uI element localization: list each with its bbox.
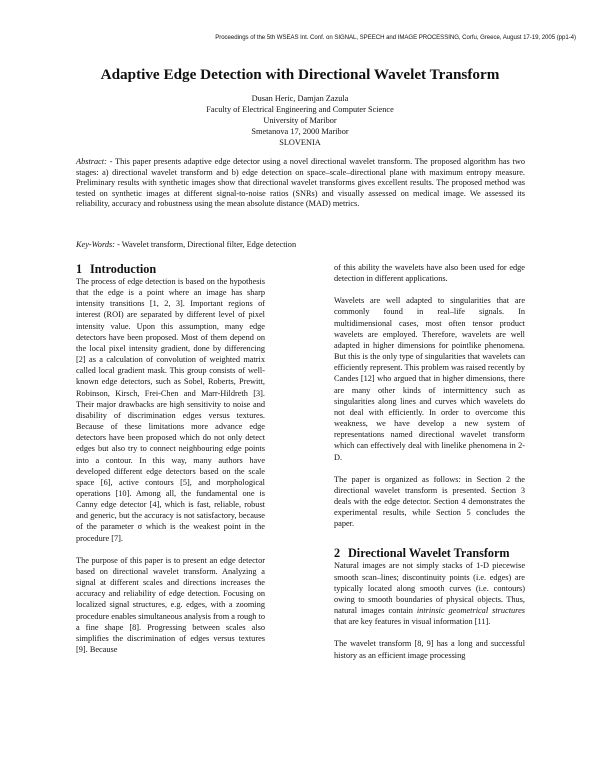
dwt-paragraph-2: The wavelet transform [8, 9] has a long and successful history as an efficient image processing [334, 639, 525, 660]
intro-paragraph-2: The purpose of this paper is to present an edge detector based on directional wavelet transform. Analyzing a signal at different scales and directions increases the accuracy and reliability of edge detection. Focusing on localized signal structures, e.g. edges, with a zooming procedure enables simultaneous analysis from a rough to a fine shape [8]. Progressing between scales also simplifies the discrimination of edges versus textures [9]. Because [76, 555, 265, 654]
right-column [334, 262, 525, 661]
abstract-text: - This paper presents adaptive edge detector using a novel directional wavelet transform. The proposed algorithm has two stages: a) directional wavelet transform and b) edge detection on space–scale–directional plane with maximum entropy measure. Preliminary results with synthetic images show that directional wavelet transforms gives excellent results. The proposed method was tested on synthetic images at different signal-to-noise ratios (SNRs) and visually assessed on medical image. We assessed its reliability, accuracy and robustness using the mean absolute distance (MAD) metrics. [76, 157, 525, 209]
section-1-title: Introduction [90, 262, 157, 276]
dwt-paragraph-1-a: Natural images are not simply stacks of 1-D piecewise smooth scan–lines; discontinuity points (i.e. edges) are typically located along smooth curves (i.e. contours) owing to smooth boundaries of physical objects. Thus, natural images contain [334, 561, 525, 616]
keywords-label: Key-Words: [76, 240, 116, 249]
intro-paragraph-1: The process of edge detection is based on the hypothesis that the edge is a point where an image has sharp intensity transitions [1, 2, 3]. Important regions of interest (ROI) are separated by different level of pixel intensity value. Upon this assumption, many edge detectors have been proposed. Most of them depend on the local pixel intensity gradient, done by differencing [2] as a calculation of convolution of weighted matrix called local gradient mask. This group consists of well-known edge detectors, such as Sobel, Roberts, Prewitt, Robinson, Kirsch, Frei-Chen and Marr-Hildreth [3]. Their major drawbacks are high sensitivity to noise and disability of discrimination edges versus textures. Because of these limitations more advance edge detectors have been proposed which do not only detect edges but also try to connect neighbouring edge points into a contour. In this way, many authors have developed different edge detectors based on the scale space [6], active contours [5], and morphological operations [10]. Among all, the fundamental one is Canny edge detector [4], which is fast, reliable, robust and generic, but the accuracy is not satisfactory, because of the parameter σ which is the weakest point in the procedure [7]. [76, 277, 265, 543]
section-2-heading [334, 546, 525, 560]
author-address: Smetanova 17, 2000 Maribor [251, 127, 349, 136]
paper-title: Adaptive Edge Detection with Directional Wavelet Transform [100, 66, 500, 83]
left-column [76, 262, 265, 655]
author-country: SLOVENIA [279, 138, 321, 147]
author-names: Dusan Heric, Damjan Zazula [251, 94, 349, 103]
section-2-title: Directional Wavelet Transform [348, 546, 510, 561]
abstract [76, 157, 525, 210]
author-university: University of Maribor [263, 116, 337, 125]
keywords [76, 240, 525, 251]
section-2-number: 2 [334, 546, 341, 561]
intro-paragraph-2-continued: of this ability the wavelets have also been used for edge detection in different applications. [334, 263, 525, 284]
section-1-number: 1 [76, 262, 83, 276]
dwt-paragraph-1-b: that are key features in visual information [11]. [334, 617, 491, 627]
intro-paragraph-4: The paper is organized as follows: in Section 2 the directional wavelet transform is presented. Section 3 deals with the edge detector. Section 4 demonstrates the experimental results, while Section 5 concludes the paper. [334, 474, 525, 529]
keywords-text: - Wavelet transform, Directional filter, Edge detection [115, 240, 297, 249]
dwt-paragraph-1-emphasis: intrinsic geometrical structures [416, 606, 525, 616]
intro-paragraph-3: Wavelets are well adapted to singularities that are commonly found in real–life signals. In multidimensional cases, most often tensor product wavelets are employed. Therefore, wavelets are well adapted in higher dimensions for pointlike phenomena. But this is the only type of singularities that wavelets can efficiently represent. This problem was raised recently by Candes [12] who argued that in higher dimensions, there are many other kinds of intermittency such as singularities along lines and curves which wavelets do not deal with efficiently. In order to overcome this weakness, we have develop a new system of representations named directional wavelet transform which can effectively deal with linelike phenomena in 2-D. [334, 296, 525, 462]
section-1-heading [76, 262, 265, 276]
dwt-paragraph-1 [334, 560, 525, 627]
proceedings-header: Proceedings of the 5th WSEAS Int. Conf. on SIGNAL, SPEECH and IMAGE PROCESSING, Corfu, Greece, August 17-19, 2005 (pp1-4) [215, 34, 576, 41]
abstract-label: Abstract: [76, 157, 107, 166]
author-faculty: Faculty of Electrical Engineering and Computer Science [206, 105, 394, 114]
author-block [0, 93, 600, 148]
